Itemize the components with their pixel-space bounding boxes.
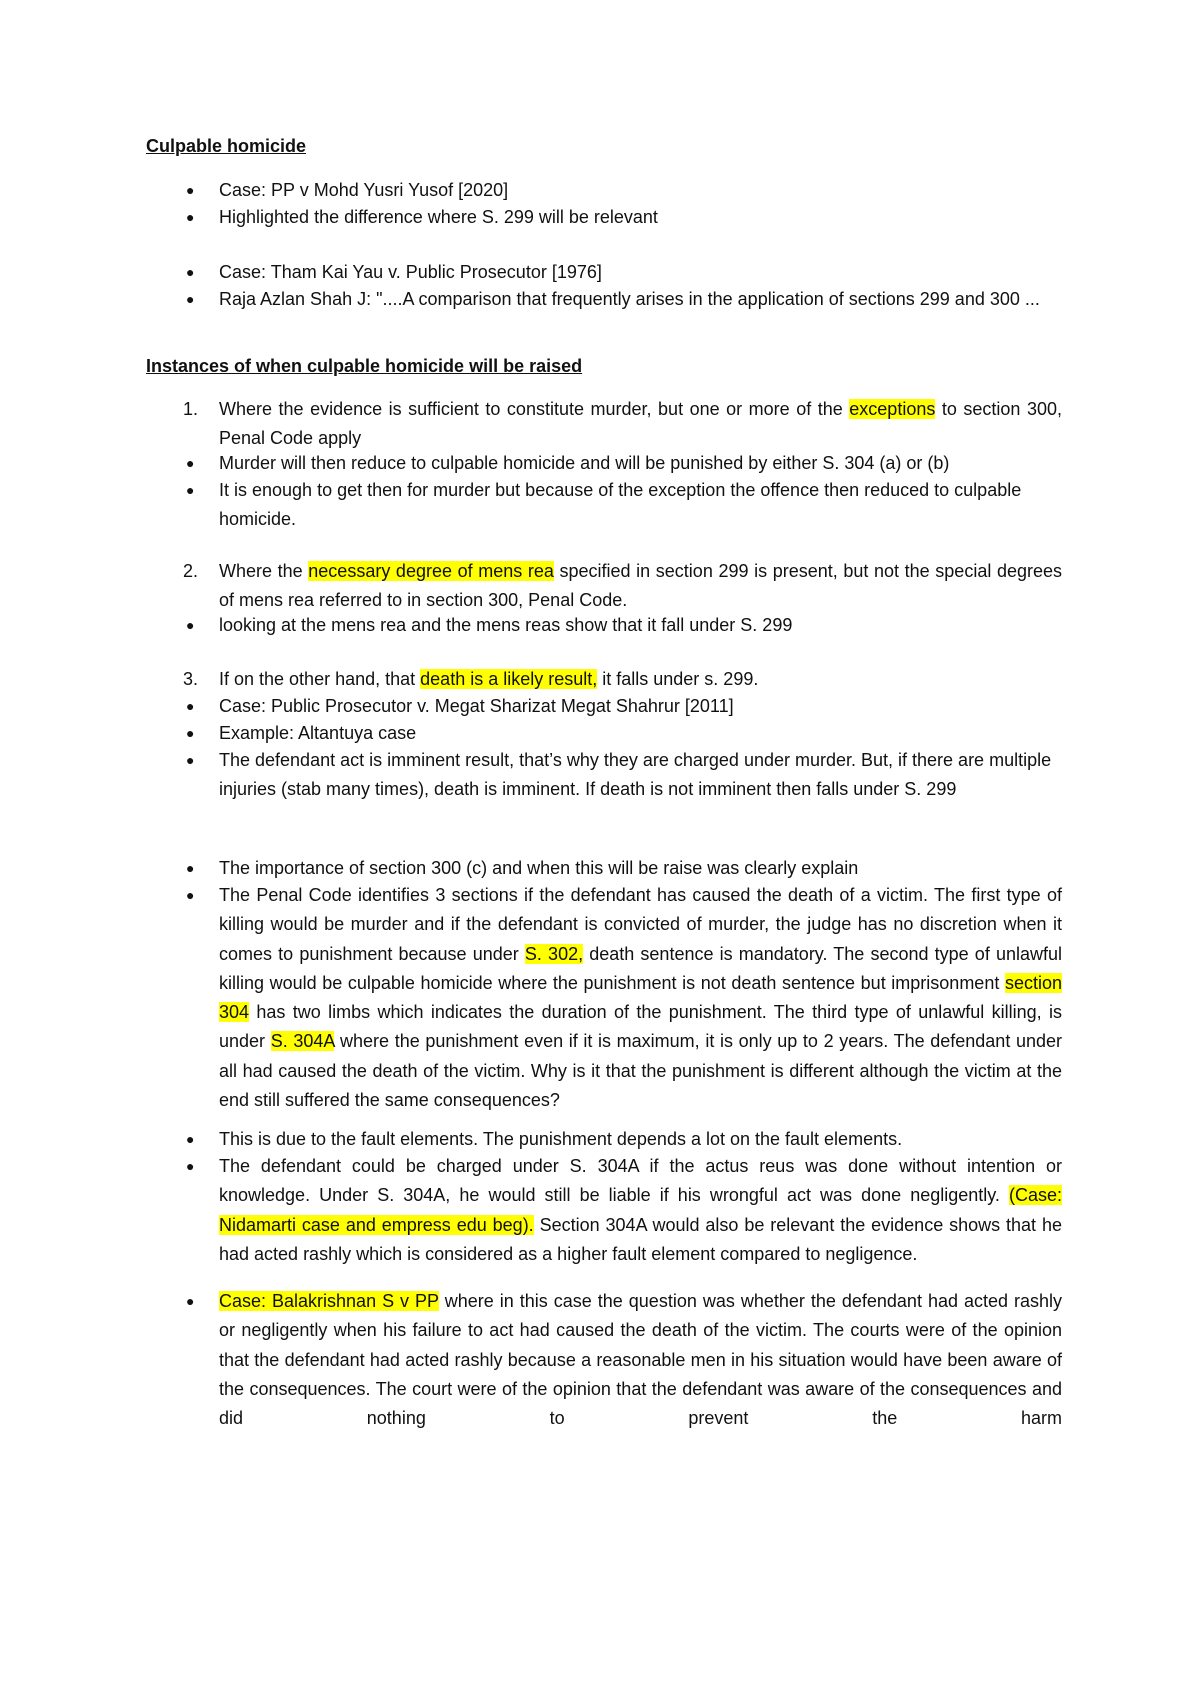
list-item-text: It is enough to get then for murder but because of the exception the offence then reduced to culpable homicide. <box>219 480 1022 530</box>
list-item-text: Highlighted the difference where S. 299 will be relevant <box>219 207 658 227</box>
bullet-icon: ● <box>186 725 195 741</box>
bullet-icon: ● <box>186 1158 195 1174</box>
bullet-icon: ● <box>186 264 195 280</box>
bullet-icon: ● <box>186 182 195 198</box>
bullet-icon: ● <box>186 1293 195 1309</box>
list-item-text: The defendant could be charged under S. 304A if the actus reus was done without intention or knowledge. Under S. 304A, he would still be liable if his wrongful act was done negligently. (Case: Nidamarti case and empress edu beg). Section 304A would also be relevant the evidence shows that he had acted rashly which is considered as a higher fault element compared to negligence. <box>219 1156 1062 1264</box>
highlight: exceptions <box>849 399 936 419</box>
bullet-icon: ● <box>186 291 195 307</box>
bullet-icon: ● <box>186 455 195 471</box>
list-item-text: If on the other hand, that death is a likely result, it falls under s. 299. <box>219 669 759 689</box>
list-item-text: Example: Altantuya case <box>219 723 417 743</box>
bullet-icon: ● <box>186 617 195 633</box>
list-item-text: This is due to the fault elements. The punishment depends a lot on the fault elements. <box>219 1129 903 1149</box>
list-item-text: Where the necessary degree of mens rea specified in section 299 is present, but not the special degrees of mens rea referred to in section 300, Penal Code. <box>219 561 1062 611</box>
heading-culpable-homicide: Culpable homicide <box>146 136 307 156</box>
heading-instances: Instances of when culpable homicide will be raised <box>146 356 583 376</box>
list-item-text: looking at the mens rea and the mens reas show that it fall under S. 299 <box>219 615 793 635</box>
list-item-text: Case: PP v Mohd Yusri Yusof [2020] <box>219 180 509 200</box>
bullet-icon: ● <box>186 1131 195 1147</box>
list-item-text: Murder will then reduce to culpable homicide and will be punished by either S. 304 (a) or (b) <box>219 453 950 473</box>
bullet-icon: ● <box>186 887 195 903</box>
list-item-text: Raja Azlan Shah J: "....A comparison that frequently arises in the application of sections 299 and 300 ... <box>219 289 1040 309</box>
list-item-text: The importance of section 300 (c) and when this will be raise was clearly explain <box>219 858 859 878</box>
highlight: S. 302, <box>524 943 584 964</box>
list-number: 2. <box>183 561 199 581</box>
list-item-text: The Penal Code identifies 3 sections if the defendant has caused the death of a victim. The first type of killing would be murder and if the defendant is convicted of murder, the judge has no discretion when it comes to punishment because under S. 302, death sentence is mandatory. The second type of unlawful killing would be culpable homicide where the punishment is not death sentence but imprisonment section 304 has two limbs which indicates the duration of the punishment. The third type of unlawful killing, is under S. 304A where the punishment even if it is maximum, it is only up to 2 years. The defendant under all had caused the death of the victim. Why is it that the punishment is different although the victim at the end still suffered the same consequences? <box>219 885 1063 1111</box>
bullet-icon: ● <box>186 752 195 768</box>
highlight: S. 304A <box>270 1031 335 1052</box>
highlight: necessary degree of mens rea <box>308 561 554 581</box>
list-item-text: Case: Balakrishnan S v PP where in this case the question was whether the defendant had acted rashly or negligently when his failure to act had caused the death of the victim. The courts were of the opinion that the defendant had acted rashly because a reasonable men in his situation would have been aware of the consequences. The court were of the opinion that the defendant was aware of the consequences and did nothing to prevent the harm <box>219 1291 1063 1429</box>
list-item-text: Where the evidence is sufficient to constitute murder, but one or more of the exceptions to section 300, Penal Code apply <box>219 399 1062 449</box>
list-item-text: Case: Tham Kai Yau v. Public Prosecutor [1976] <box>219 262 602 282</box>
highlight: Case: Balakrishnan S v PP <box>219 1291 439 1311</box>
bullet-icon: ● <box>186 209 195 225</box>
bullet-icon: ● <box>186 482 195 498</box>
highlight: death is a likely result, <box>420 669 598 689</box>
list-number: 1. <box>183 399 199 419</box>
bullet-icon: ● <box>186 698 195 714</box>
highlight: section 304 <box>219 972 1062 1023</box>
highlight: (Case: Nidamarti case and empress edu beg). <box>219 1185 1062 1235</box>
list-item-text: The defendant act is imminent result, that’s why they are charged under murder. But, if there are multiple injuries (stab many times), death is imminent. If death is not imminent then falls under S. 299 <box>219 750 1052 800</box>
list-item-text: Case: Public Prosecutor v. Megat Sharizat Megat Shahrur [2011] <box>219 696 734 716</box>
list-number: 3. <box>183 669 199 689</box>
bullet-icon: ● <box>186 860 195 876</box>
